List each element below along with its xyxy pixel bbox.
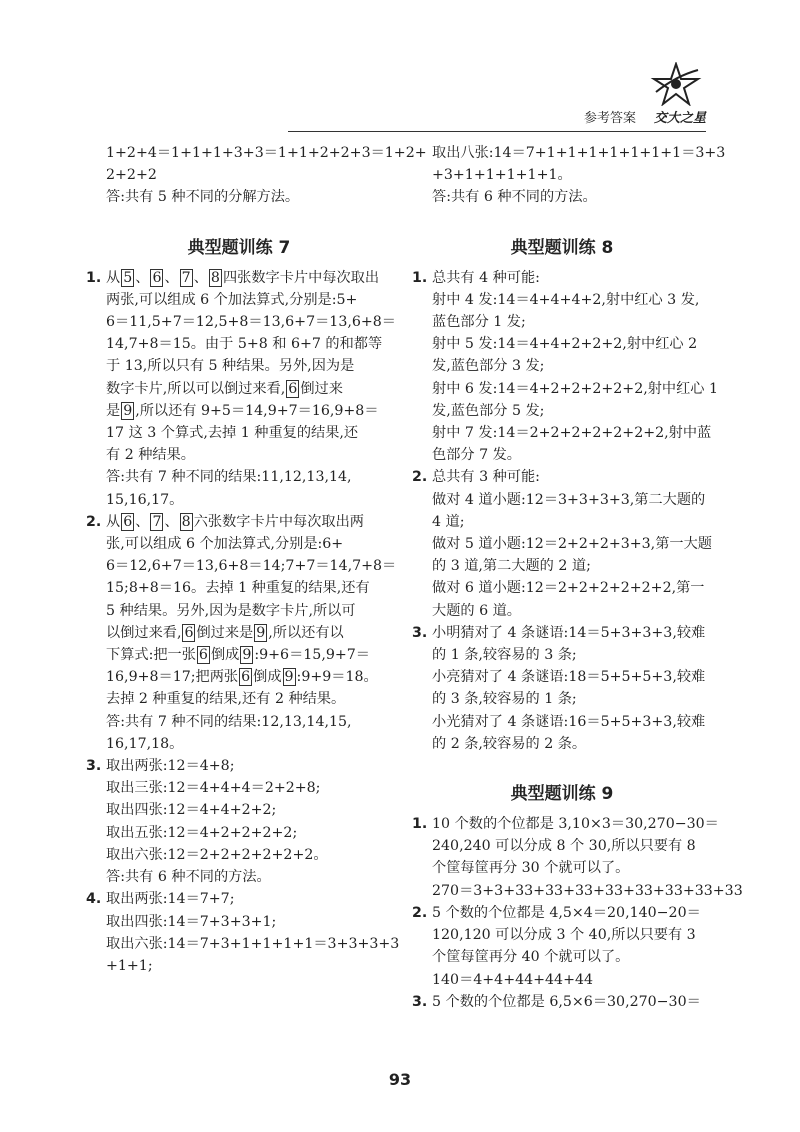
text-line: 两张,可以组成 6 个加法算式,分别是:5+ — [106, 291, 358, 308]
text-line: 的 3 条,较容易的 1 条; — [432, 691, 577, 708]
text-span: 倒成 — [210, 647, 240, 664]
text-line: 120,120 可以分成 3 个 40,所以只要有 3 — [432, 927, 696, 944]
text-span: ,所以还有 9+5＝14,9+7＝16,9+8＝ — [135, 402, 379, 419]
digit-card: 5 — [123, 269, 133, 286]
digit-card: 6 — [184, 624, 194, 641]
page-header — [288, 100, 706, 132]
right-column — [412, 142, 743, 1013]
question-number: 1. — [412, 269, 428, 286]
digit-card: 8 — [210, 269, 220, 286]
text-span: :9+9＝18。 — [296, 669, 378, 686]
text-line: 射中 6 发:14＝4+2+2+2+2+2,射中红心 1 — [432, 380, 719, 397]
text-span: 、 — [164, 513, 179, 530]
text-line: 17 这 3 个算式,去掉 1 种重复的结果,还 — [106, 425, 359, 442]
digit-card: 9 — [123, 402, 133, 419]
question-9-2 — [412, 902, 712, 991]
text-line: 个筐每筐再分 40 个就可以了。 — [432, 949, 630, 966]
text-line: 答:共有 6 种不同的方法。 — [432, 189, 597, 206]
text-line: 色部分 7 发。 — [432, 447, 521, 464]
text-span: 小明猜对了 4 条谜语:14＝5+3+3+3,较难 — [432, 624, 706, 641]
text-line: 取出四张:12＝4+4+2+2; — [106, 802, 277, 819]
question-number: 2. — [412, 904, 428, 921]
intro-block — [86, 142, 427, 209]
text-line: 小光猜对了 4 条谜语:16＝5+5+3+3,较难 — [432, 713, 706, 730]
question-number: 3. — [412, 624, 428, 641]
header-rule — [288, 131, 706, 132]
question-number: 1. — [412, 816, 428, 833]
text-line: 15,16,17。 — [106, 491, 184, 508]
text-span: 、 — [135, 513, 150, 530]
left-column — [86, 142, 427, 977]
star-logo-icon — [650, 62, 702, 106]
text-span: :9+6＝15,9+7＝ — [254, 647, 370, 664]
digit-card: 9 — [242, 647, 252, 664]
question-9-1 — [412, 813, 743, 902]
text-span: ,所以还有以 — [268, 624, 344, 641]
question-4 — [86, 888, 400, 977]
text-line: 6＝11,5+7＝12,5+8＝13,6+7＝13,6+8＝ — [106, 314, 396, 331]
text-line: 15;8+8＝16。去掉 1 种重复的结果,还有 — [106, 580, 370, 597]
text-line: 1+2+4＝1+1+1+3+3＝1+1+2+2+3＝1+2+ — [106, 145, 427, 161]
text-line: 取出四张:14＝7+3+3+1; — [106, 913, 277, 930]
text-span: 是 — [106, 402, 121, 419]
text-line: 4 道; — [432, 513, 465, 530]
digit-card: 6 — [198, 647, 208, 664]
text-line: 射中 7 发:14＝2+2+2+2+2+2+2,射中蓝 — [432, 425, 712, 442]
digit-card: 7 — [152, 513, 162, 530]
question-number: 3. — [86, 758, 102, 775]
text-line: 个筐每筐再分 30 个就可以了。 — [432, 860, 630, 877]
digit-card: 6 — [123, 513, 133, 530]
text-span: 倒过来 — [300, 380, 343, 397]
digit-card: 7 — [181, 269, 191, 286]
question-number: 2. — [86, 513, 102, 530]
text-line: 张,可以组成 6 个加法算式,分别是:6+ — [106, 536, 344, 553]
question-number: 3. — [412, 993, 428, 1010]
question-2 — [412, 466, 712, 621]
text-span: 数字卡片,所以可以倒过来看, — [106, 380, 286, 397]
question-1 — [86, 267, 396, 511]
text-line: 去掉 2 种重复的结果,还有 2 种结果。 — [106, 691, 346, 708]
text-line: 做对 6 道小题:12＝2+2+2+2+2+2,第一 — [432, 580, 705, 597]
text-line: 取出六张:12＝2+2+2+2+2+2。 — [106, 846, 328, 863]
question-1 — [412, 267, 719, 467]
text-span: 16,9+8＝17;把两张 — [106, 669, 239, 686]
text-span: 5 个数的个位都是 4,5×4＝20,140−20＝ — [432, 904, 701, 921]
text-line: 答:共有 7 种不同的结果:11,12,13,14, — [106, 469, 352, 486]
text-line: 大题的 6 道。 — [432, 602, 521, 619]
section-title-9: 典型题训练 9 — [510, 784, 614, 805]
text-line: 的 1 条,较容易的 3 条; — [432, 647, 577, 664]
text-line: 小亮猜对了 4 条谜语:18＝5+5+5+3,较难 — [432, 669, 706, 686]
text-span: 从 — [106, 513, 121, 530]
text-span: 、 — [164, 269, 179, 286]
text-span: 、 — [193, 269, 208, 286]
text-line: 5 种结果。另外,因为是数字卡片,所以可 — [106, 602, 356, 619]
text-span: 5 个数的个位都是 6,5×6＝30,270−30＝ — [432, 993, 701, 1010]
digit-card: 6 — [241, 669, 251, 686]
text-line: 有 2 种结果。 — [106, 447, 195, 464]
text-line: 140＝4+4+44+44+44 — [432, 971, 594, 988]
text-line: 取出六张:14＝7+3+1+1+1+1＝3+3+3+3 — [106, 935, 400, 952]
brand-name: 交大之星 — [653, 111, 706, 126]
text-line: 发,蓝色部分 5 发; — [432, 402, 545, 419]
text-span: 总共有 4 种可能: — [432, 269, 540, 286]
question-2 — [86, 511, 397, 755]
text-span: 六张数字卡片中每次取出两 — [193, 513, 364, 530]
text-line: 取出三张:12＝4+4+4＝2+2+8; — [106, 780, 321, 797]
text-line: +3+1+1+1+1+1。 — [432, 167, 572, 184]
header-label: 参考答案 — [583, 111, 636, 126]
text-span: 10 个数的个位都是 3,10×3＝30,270−30＝ — [432, 816, 719, 833]
digit-card: 6 — [152, 269, 162, 286]
text-span: 、 — [135, 269, 150, 286]
question-3 — [86, 755, 392, 888]
text-line: 的 2 条,较容易的 2 条。 — [432, 735, 587, 752]
text-span: 从 — [106, 269, 121, 286]
text-line: 答:共有 6 种不同的方法。 — [106, 869, 271, 886]
question-number: 2. — [412, 469, 428, 486]
text-line: 240,240 可以分成 8 个 30,所以只要有 8 — [432, 838, 696, 855]
text-line: 取出八张:14＝7+1+1+1+1+1+1+1＝3+3 — [432, 145, 726, 161]
text-line: 16,17,18。 — [106, 735, 184, 752]
text-span: 下算式:把一张 — [106, 647, 196, 664]
question-9-3 — [412, 991, 712, 1013]
text-span: 倒成 — [253, 669, 282, 686]
text-span: 四张数字卡片中每次取出 — [222, 269, 380, 286]
text-line: 答:共有 7 种不同的结果:12,13,14,15, — [106, 713, 352, 730]
text-span: 倒过来是 — [196, 624, 254, 641]
text-line: 射中 4 发:14＝4+4+4+2,射中红心 3 发, — [432, 291, 700, 308]
text-line: 2+2+2 — [106, 167, 157, 184]
digit-card: 9 — [256, 624, 266, 641]
text-line: 做对 5 道小题:12＝2+2+2+3+3,第一大题 — [432, 536, 712, 553]
page-number: 93 — [388, 1070, 412, 1089]
text-line: 的 3 道,第二大题的 2 道; — [432, 558, 591, 575]
text-line: 于 13,所以只有 5 种结果。另外,因为是 — [106, 358, 355, 375]
section-title-8: 典型题训练 8 — [510, 237, 614, 258]
text-span: 取出两张:12＝4+8; — [106, 758, 235, 775]
text-span: 以倒过来看, — [106, 624, 182, 641]
digit-card: 6 — [288, 380, 298, 397]
text-line: 发,蓝色部分 3 发; — [432, 358, 545, 375]
text-line: 射中 5 发:14＝4+4+2+2+2,射中红心 2 — [432, 336, 698, 353]
intro-block — [412, 142, 726, 209]
text-line: 取出五张:12＝4+2+2+2+2; — [106, 824, 298, 841]
digit-card: 8 — [181, 513, 191, 530]
text-line: +1+1; — [106, 957, 153, 974]
digit-card: 9 — [284, 669, 294, 686]
text-line: 6＝12,6+7＝13,6+8＝14;7+7＝14,7+8＝ — [106, 558, 397, 575]
text-span: 总共有 3 种可能: — [432, 469, 540, 486]
question-3 — [412, 622, 712, 755]
section-title-7: 典型题训练 7 — [187, 237, 291, 258]
text-line: 蓝色部分 1 发; — [432, 314, 526, 331]
question-number: 4. — [86, 891, 102, 908]
text-line: 270＝3+3+33+33+33+33+33+33+33+33 — [432, 882, 743, 899]
text-line: 做对 4 道小题:12＝3+3+3+3,第二大题的 — [432, 491, 706, 508]
text-line: 答:共有 5 种不同的分解方法。 — [106, 189, 300, 206]
question-number: 1. — [86, 269, 102, 286]
text-span: 取出两张:14＝7+7; — [106, 891, 235, 908]
text-line: 14,7+8＝15。由于 5+8 和 6+7 的和都等 — [106, 336, 383, 353]
